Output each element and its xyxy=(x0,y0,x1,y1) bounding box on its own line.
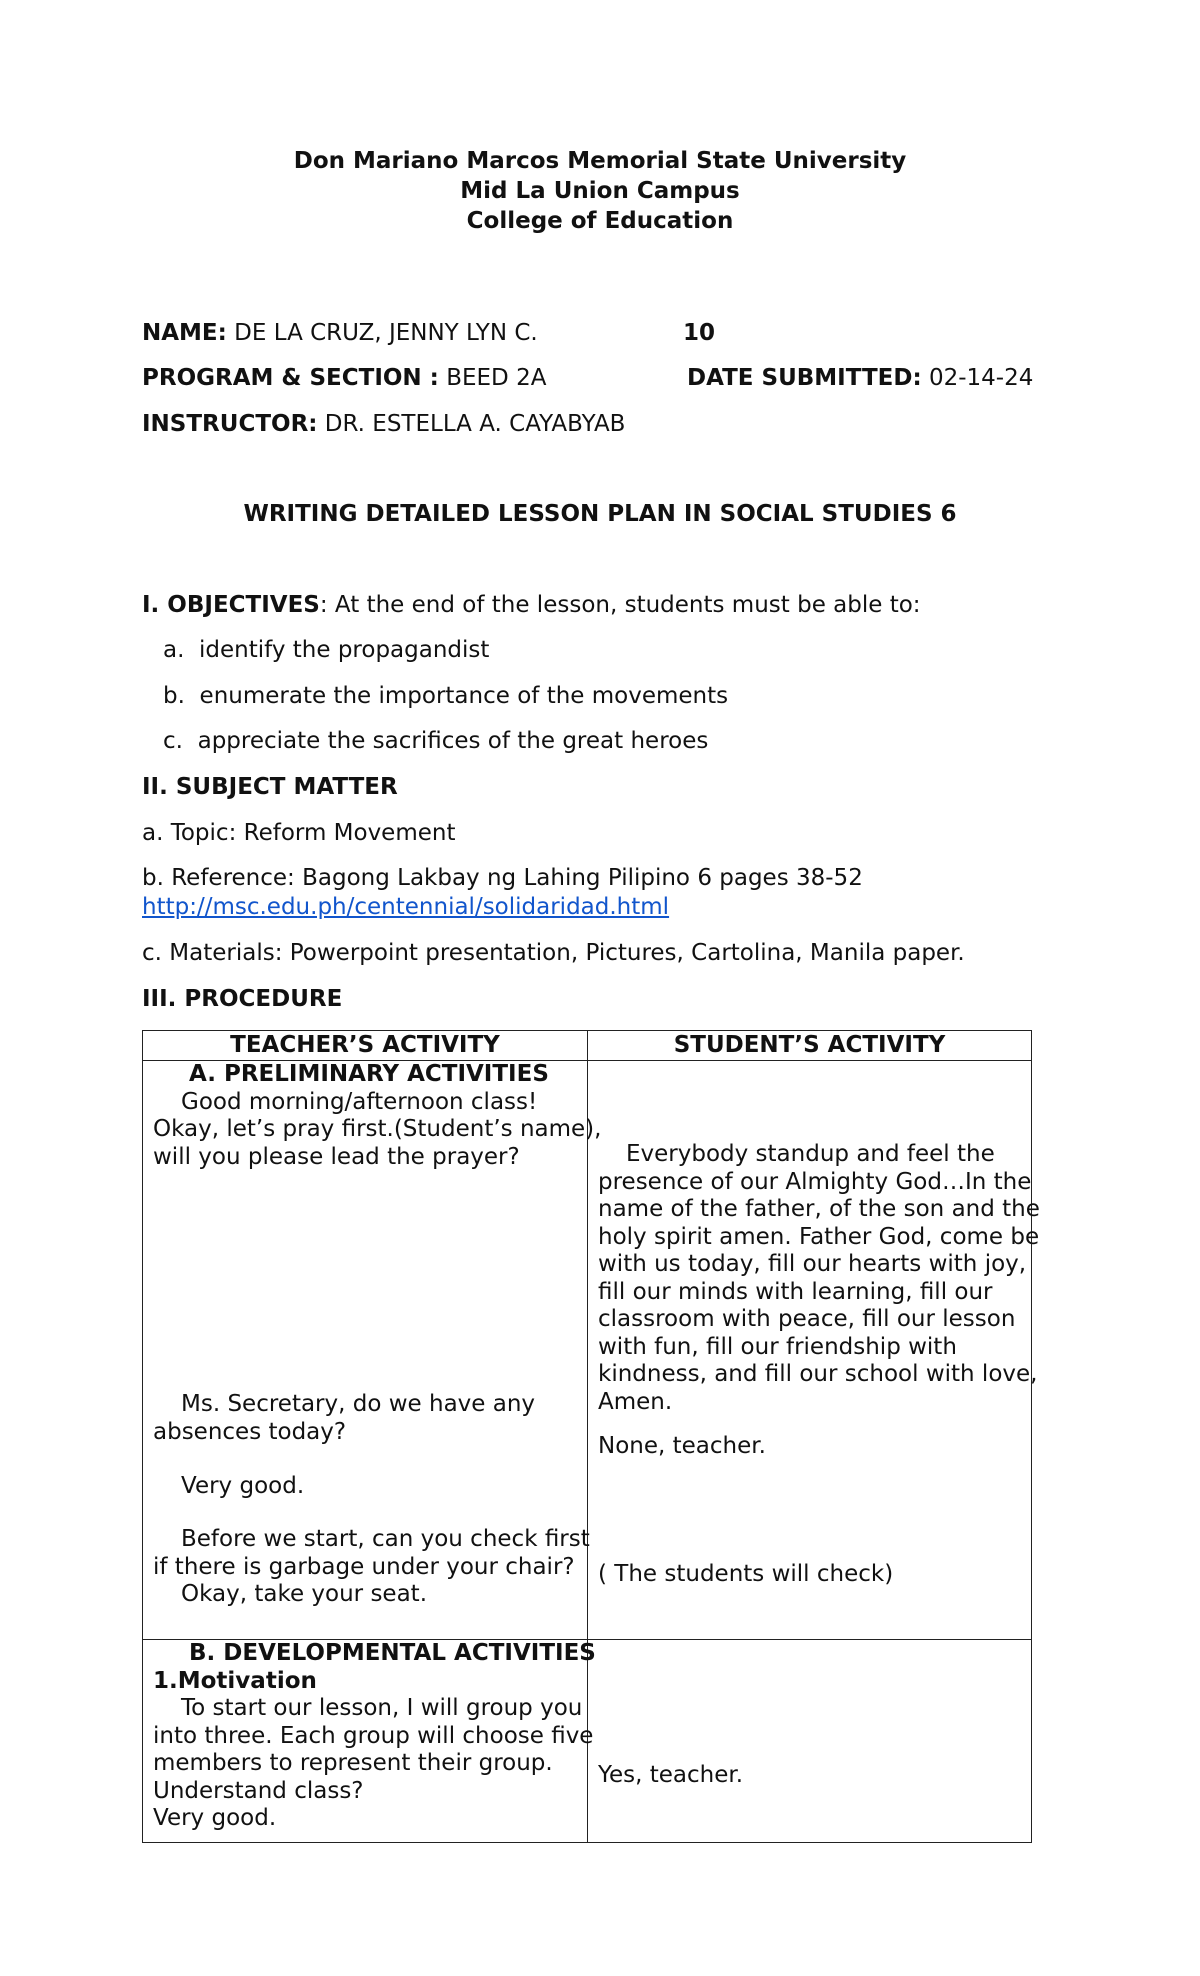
teacher-line: into three. Each group will choose five xyxy=(153,1722,594,1749)
teacher-line: absences today? xyxy=(153,1418,347,1445)
teacher-line: Ms. Secretary, do we have any xyxy=(181,1391,536,1417)
procedure-heading: III. PROCEDURE xyxy=(142,986,343,1012)
objective-item xyxy=(163,637,489,663)
date-line xyxy=(687,365,1033,391)
student-line: presence of our Almighty God…In the xyxy=(598,1168,1032,1195)
campus-name: Mid La Union Campus xyxy=(460,178,740,204)
subsection-title: 1.Motivation xyxy=(153,1667,317,1694)
student-line: holy spirit amen. Father God, come be xyxy=(598,1223,1040,1250)
student-line: None, teacher. xyxy=(598,1433,766,1459)
section-title: A. PRELIMINARY ACTIVITIES xyxy=(189,1061,549,1087)
name-line xyxy=(142,320,538,346)
document-title: WRITING DETAILED LESSON PLAN IN SOCIAL STUDIES 6 xyxy=(243,501,957,527)
teacher-cell xyxy=(143,1061,602,1640)
instructor-value: DR. ESTELLA A. CAYABYAB xyxy=(324,411,626,437)
teacher-line: Okay, let’s pray first.(Student’s name), xyxy=(153,1116,602,1142)
program-value: BEED 2A xyxy=(446,365,547,391)
objective-marker: c. xyxy=(163,728,183,754)
name-label: NAME: xyxy=(142,320,227,346)
student-line: fill our minds with learning, fill our xyxy=(598,1278,993,1305)
student-line: with us today, fill our hearts with joy, xyxy=(598,1251,1027,1277)
objective-text: identify the propagandist xyxy=(199,637,490,663)
teacher-cell xyxy=(143,1640,596,1843)
date-value: 02-14-24 xyxy=(928,365,1034,391)
materials-line: c. Materials: Powerpoint presentation, Pictures, Cartolina, Manila paper. xyxy=(142,940,965,966)
student-line: Yes, teacher. xyxy=(598,1762,744,1788)
teacher-line: Okay, take your seat. xyxy=(181,1581,428,1607)
objective-text: appreciate the sacrifices of the great heroes xyxy=(197,728,709,754)
student-line: with fun, fill our friendship with xyxy=(598,1333,957,1360)
university-name: Don Mariano Marcos Memorial State University xyxy=(293,148,907,174)
student-line: classroom with peace, fill our lesson xyxy=(598,1306,1016,1332)
teacher-line: Understand class? xyxy=(153,1777,364,1804)
table-row xyxy=(143,1061,1032,1640)
student-line: Everybody standup and feel the xyxy=(626,1141,995,1167)
objective-item xyxy=(163,728,708,754)
teacher-line: Very good. xyxy=(153,1805,277,1831)
teacher-line: Good morning/afternoon class! xyxy=(181,1088,538,1115)
program-label: PROGRAM & SECTION : xyxy=(142,365,439,391)
reference-link[interactable]: http://msc.edu.ph/centennial/solidaridad.html xyxy=(142,894,670,920)
teacher-line: members to represent their group. xyxy=(153,1750,553,1776)
topic-line: a. Topic: Reform Movement xyxy=(142,820,456,846)
score: 10 xyxy=(683,320,716,346)
teacher-line: Very good. xyxy=(181,1473,305,1499)
student-cell xyxy=(588,1061,1040,1640)
reference-line: b. Reference: Bagong Lakbay ng Lahing Pilipino 6 pages 38-52 xyxy=(142,865,863,891)
student-line: name of the father, of the son and the xyxy=(598,1196,1040,1222)
teacher-line: will you please lead the prayer? xyxy=(153,1143,520,1170)
teacher-line: To start our lesson, I will group you xyxy=(181,1695,583,1721)
teacher-line: Before we start, can you check first xyxy=(181,1526,590,1552)
objective-item xyxy=(163,683,728,709)
teacher-line: if there is garbage under your chair? xyxy=(153,1553,575,1580)
student-line: Amen. xyxy=(598,1388,673,1415)
subject-matter-heading: II. SUBJECT MATTER xyxy=(142,774,398,800)
table-header-row xyxy=(143,1031,1032,1061)
student-activity-header: STUDENT’S ACTIVITY xyxy=(588,1031,1032,1061)
student-cell xyxy=(588,1640,1032,1843)
instructor-label: INSTRUCTOR: xyxy=(142,411,318,437)
objective-text: enumerate the importance of the movements xyxy=(199,683,729,709)
student-line: kindness, and fill our school with love, xyxy=(598,1361,1038,1387)
objective-marker: a. xyxy=(163,637,185,663)
objectives-heading: I. OBJECTIVES xyxy=(142,592,320,618)
objective-marker: b. xyxy=(163,683,185,709)
college-name: College of Education xyxy=(466,208,734,234)
date-label: DATE SUBMITTED: xyxy=(687,365,922,391)
table-row xyxy=(143,1640,1032,1843)
objectives-intro: : At the end of the lesson, students must be able to: xyxy=(319,592,921,618)
section-title: B. DEVELOPMENTAL ACTIVITIES xyxy=(189,1640,596,1666)
teacher-activity-header: TEACHER’S ACTIVITY xyxy=(143,1031,588,1061)
student-line: ( The students will check) xyxy=(598,1561,894,1587)
instructor-line xyxy=(142,411,625,437)
procedure-table xyxy=(142,1030,1040,1843)
program-line xyxy=(142,365,546,391)
objectives-line xyxy=(142,592,921,618)
name-value: DE LA CRUZ, JENNY LYN C. xyxy=(234,320,538,346)
